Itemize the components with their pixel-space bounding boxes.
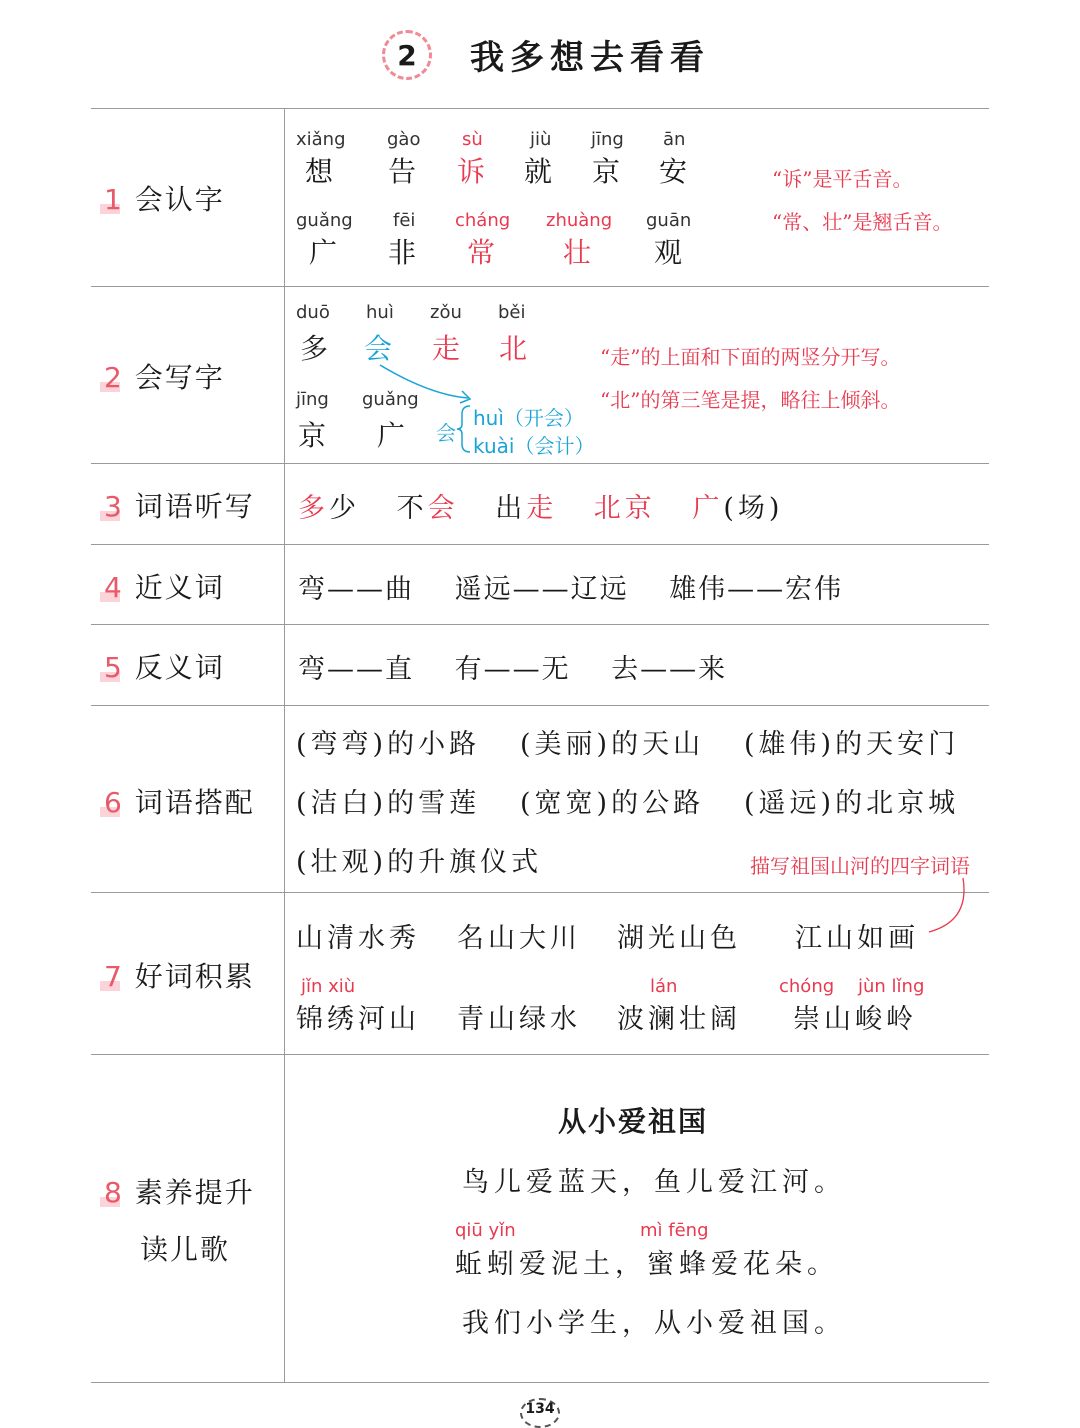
polyphone-reading: kuài（会计）	[473, 434, 595, 458]
good-word: 山清水秀	[296, 923, 420, 954]
dictation-word: 广(场)	[692, 493, 784, 524]
character: 就	[524, 155, 553, 188]
dictation-word: 出走	[495, 493, 558, 524]
antonym-pair: 去——来	[611, 654, 728, 685]
pinyin: lán	[650, 976, 678, 997]
good-word: 锦绣河山	[296, 1004, 420, 1035]
collocation: (雄伟)的天安门	[744, 729, 960, 760]
character: 北	[499, 332, 528, 365]
character: 多	[300, 332, 329, 365]
dictation-word: 不会	[396, 493, 459, 524]
pinyin: cháng	[455, 210, 511, 231]
good-word: 名山大川	[457, 923, 581, 954]
pinyin: xiǎng	[296, 129, 346, 150]
dictation-list	[298, 486, 783, 525]
pinyin: zǒu	[430, 302, 462, 323]
character: 广	[377, 419, 406, 452]
page-title: 我多想去看看	[470, 38, 710, 78]
polyphone-char: 会	[436, 421, 456, 445]
poem-title: 从小爱祖国	[558, 1105, 709, 1138]
poem-line: 我们小学生，从小爱祖国。	[462, 1308, 846, 1339]
synonym-pair: 雄伟——宏伟	[669, 574, 844, 605]
curve-arrow-icon	[925, 876, 975, 938]
row-label-literacy: 8 素养提升	[104, 1176, 255, 1209]
page-number: 134	[520, 1398, 560, 1428]
lesson-number-badge	[382, 30, 432, 80]
lesson-number: 2	[397, 38, 417, 72]
row-label-recognize: 1 会认字	[104, 183, 225, 216]
pinyin: jiù	[530, 129, 552, 150]
note: 描写祖国山河的四字词语	[750, 854, 970, 878]
good-word: 湖光山色	[617, 923, 741, 954]
pinyin: mì fēng	[640, 1220, 709, 1241]
synonym-pair: 弯——曲	[298, 574, 414, 605]
good-word: 江山如画	[795, 923, 919, 954]
pinyin: fēi	[393, 210, 416, 231]
character: 观	[654, 236, 683, 269]
pinyin: qiū yǐn	[455, 1220, 516, 1241]
divider	[91, 892, 989, 893]
character: 非	[388, 236, 417, 269]
pinyin: sù	[462, 129, 483, 150]
dictation-word: 北京	[593, 493, 656, 524]
divider	[91, 108, 989, 109]
character: 京	[298, 419, 327, 452]
character: 诉	[457, 155, 486, 188]
column-divider	[284, 109, 285, 1383]
note: “诉”是平舌音。	[772, 167, 913, 191]
divider	[91, 544, 989, 545]
note: “走”的上面和下面的两竖分开写。	[600, 345, 901, 369]
pinyin: jīng	[296, 389, 329, 410]
pinyin: jīng	[591, 129, 624, 150]
pinyin: jùn lǐng	[858, 976, 925, 997]
divider	[91, 705, 989, 706]
note: “常、壮”是翘舌音。	[772, 210, 953, 234]
pinyin: zhuàng	[546, 210, 613, 231]
collocation: (洁白)的雪莲	[296, 788, 481, 819]
collocation: (壮观)的升旗仪式	[296, 847, 543, 878]
collocation: (美丽)的天山	[520, 729, 705, 760]
divider	[91, 463, 989, 464]
row-label-collocations: 6 词语搭配	[104, 786, 255, 819]
divider	[91, 1054, 989, 1055]
character: 想	[305, 155, 334, 188]
character: 广	[309, 236, 338, 269]
polyphone-reading: huì（开会）	[473, 406, 584, 430]
character: 常	[467, 236, 496, 269]
collocation: (宽宽)的公路	[520, 788, 705, 819]
character: 走	[432, 332, 461, 365]
synonyms-list	[298, 567, 843, 606]
character: 京	[592, 155, 621, 188]
pinyin: ān	[663, 129, 686, 150]
row-label-write: 2 会写字	[104, 361, 225, 394]
good-word: 波澜壮阔	[617, 1004, 741, 1035]
divider	[91, 1382, 989, 1383]
note: “北”的第三笔是提，略往上倾斜。	[600, 388, 901, 412]
pinyin: guǎng	[296, 210, 353, 231]
row-label-antonyms: 5 反义词	[104, 651, 225, 684]
pinyin: huì	[366, 302, 394, 323]
row-label-dictation: 3 词语听写	[104, 490, 255, 523]
antonym-pair: 弯——直	[298, 654, 414, 685]
character: 会	[364, 332, 393, 365]
antonym-pair: 有——无	[454, 654, 571, 685]
character: 安	[659, 155, 688, 188]
character: 告	[388, 155, 417, 188]
pinyin: chóng	[779, 976, 835, 997]
good-word: 崇山峻岭	[793, 1004, 917, 1035]
brace-icon	[456, 404, 472, 454]
pinyin: guǎng	[362, 389, 419, 410]
pinyin: běi	[498, 302, 526, 323]
pinyin: jǐn xiù	[301, 976, 356, 997]
pinyin: duō	[296, 302, 330, 323]
poem-line: 蚯蚓爱泥土，蜜蜂爱花朵。	[455, 1249, 839, 1280]
divider	[91, 624, 989, 625]
synonym-pair: 遥远——辽远	[454, 574, 629, 605]
divider	[91, 286, 989, 287]
collocation: (弯弯)的小路	[296, 729, 481, 760]
dictation-word: 多少	[298, 493, 360, 524]
collocation: (遥远)的北京城	[744, 788, 960, 819]
character: 壮	[563, 236, 592, 269]
antonyms-list	[298, 647, 727, 686]
pinyin: guān	[646, 210, 692, 231]
poem-line: 鸟儿爱蓝天，鱼儿爱江河。	[462, 1167, 846, 1198]
row-sublabel-read-rhyme: 读儿歌	[140, 1233, 231, 1266]
row-label-synonyms: 4 近义词	[104, 571, 225, 604]
row-label-good-words: 7 好词积累	[104, 960, 255, 993]
good-word: 青山绿水	[457, 1004, 581, 1035]
pinyin: gào	[387, 129, 421, 150]
